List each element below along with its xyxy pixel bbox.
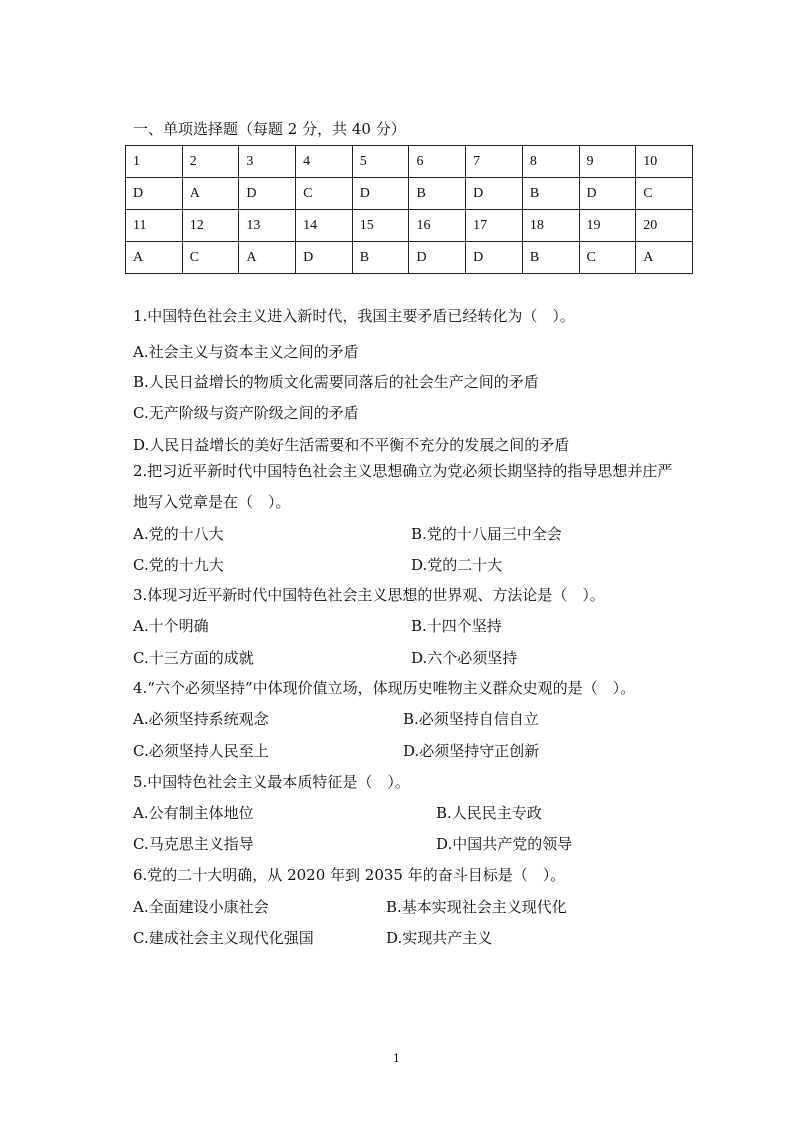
answer-table-cell: A <box>126 242 183 274</box>
question-4-option-a: A.必须坚持系统观念 <box>133 710 269 728</box>
answer-table-row <box>126 178 693 210</box>
answer-table-cell: 6 <box>409 146 466 178</box>
answer-table-cell: D <box>296 242 353 274</box>
answer-table-cell: C <box>636 178 693 210</box>
answer-table-cell: D <box>126 178 183 210</box>
answer-table-cell: 17 <box>466 210 523 242</box>
answer-table-cell: 20 <box>636 210 693 242</box>
answer-table-cell: 13 <box>239 210 296 242</box>
question-3-option-a: A.十个明确 <box>133 617 209 635</box>
question-5-option-b: B.人民民主专政 <box>436 804 542 822</box>
question-5-option-c: C.马克思主义指导 <box>133 835 254 853</box>
question-6-stem: 6.党的二十大明确，从 2020 年到 2035 年的奋斗目标是（ ）。 <box>133 866 566 884</box>
answer-table-cell: 5 <box>352 146 409 178</box>
answer-table-cell: D <box>466 242 523 274</box>
answer-table-cell: 4 <box>296 146 353 178</box>
question-3-option-c: C.十三方面的成就 <box>133 649 254 667</box>
answer-table-cell: D <box>409 242 466 274</box>
answer-table-cell: B <box>409 178 466 210</box>
answer-table-cell: 9 <box>579 146 636 178</box>
answer-table-cell: 3 <box>239 146 296 178</box>
answer-table-cell: B <box>522 178 579 210</box>
question-1-option-c: C.无产阶级与资产阶级之间的矛盾 <box>133 404 359 422</box>
section-heading: 一、单项选择题（每题 2 分，共 40 分） <box>133 120 406 138</box>
answer-table-row <box>126 210 693 242</box>
question-3-option-d: D.六个必须坚持 <box>411 649 518 667</box>
question-4-option-b: B.必须坚持自信自立 <box>403 710 539 728</box>
question-3-option-b: B.十四个坚持 <box>411 617 502 635</box>
question-2-stem: 2.把习近平新时代中国特色社会主义思想确立为党必须长期坚持的指导思想并庄严 <box>133 462 673 480</box>
question-2-stem-cont: 地写入党章是在（ ）。 <box>133 493 291 511</box>
question-3-stem: 3.体现习近平新时代中国特色社会主义思想的世界观、方法论是（ ）。 <box>133 586 605 604</box>
question-2-option-b: B.党的十八届三中全会 <box>411 525 562 543</box>
question-2-option-c: C.党的十九大 <box>133 556 224 574</box>
question-5-option-a: A.公有制主体地位 <box>133 804 254 822</box>
answer-table-cell: A <box>182 178 239 210</box>
question-1-option-b: B.人民日益增长的物质文化需要同落后的社会生产之间的矛盾 <box>133 373 539 391</box>
question-6-option-c: C.建成社会主义现代化强国 <box>133 929 314 947</box>
answer-table-cell: 2 <box>182 146 239 178</box>
question-2-option-d: D.党的二十大 <box>411 556 503 574</box>
answer-table-cell: B <box>522 242 579 274</box>
answer-table-cell: D <box>579 178 636 210</box>
question-1-stem: 1.中国特色社会主义进入新时代，我国主要矛盾已经转化为（ ）。 <box>133 307 575 325</box>
answer-table-cell: 18 <box>522 210 579 242</box>
answer-table-cell: A <box>239 242 296 274</box>
page-number: 1 <box>393 1052 400 1065</box>
answer-table-cell: 15 <box>352 210 409 242</box>
answer-table-cell: 11 <box>126 210 183 242</box>
answer-table-cell: 19 <box>579 210 636 242</box>
question-1-option-a: A.社会主义与资本主义之间的矛盾 <box>133 343 359 361</box>
answer-table-cell: D <box>352 178 409 210</box>
answer-table-row <box>126 146 693 178</box>
question-6-option-b: B.基本实现社会主义现代化 <box>386 898 567 916</box>
answer-table <box>125 145 693 274</box>
answer-table-cell: 14 <box>296 210 353 242</box>
answer-table-cell: A <box>636 242 693 274</box>
question-4-option-d: D.必须坚持守正创新 <box>403 742 540 760</box>
answer-table-cell: 10 <box>636 146 693 178</box>
question-1-option-d: D.人民日益增长的美好生活需要和不平衡不充分的发展之间的矛盾 <box>133 436 570 454</box>
answer-table-cell: 8 <box>522 146 579 178</box>
answer-table-cell: C <box>579 242 636 274</box>
answer-table-cell: 7 <box>466 146 523 178</box>
answer-table-cell: D <box>466 178 523 210</box>
question-6-option-a: A.全面建设小康社会 <box>133 898 269 916</box>
answer-table-row <box>126 242 693 274</box>
question-4-option-c: C.必须坚持人民至上 <box>133 742 269 760</box>
question-5-stem: 5.中国特色社会主义最本质特征是（ ）。 <box>133 773 410 791</box>
question-4-stem: 4.“六个必须坚持”中体现价值立场，体现历史唯物主义群众史观的是（ ）。 <box>133 679 636 697</box>
answer-table-cell: B <box>352 242 409 274</box>
answer-table-cell: C <box>182 242 239 274</box>
question-2-option-a: A.党的十八大 <box>133 525 224 543</box>
answer-table-cell: D <box>239 178 296 210</box>
question-5-option-d: D.中国共产党的领导 <box>436 835 573 853</box>
answer-table-cell: C <box>296 178 353 210</box>
answer-table-cell: 16 <box>409 210 466 242</box>
answer-table-cell: 1 <box>126 146 183 178</box>
question-6-option-d: D.实现共产主义 <box>386 929 493 947</box>
answer-table-cell: 12 <box>182 210 239 242</box>
